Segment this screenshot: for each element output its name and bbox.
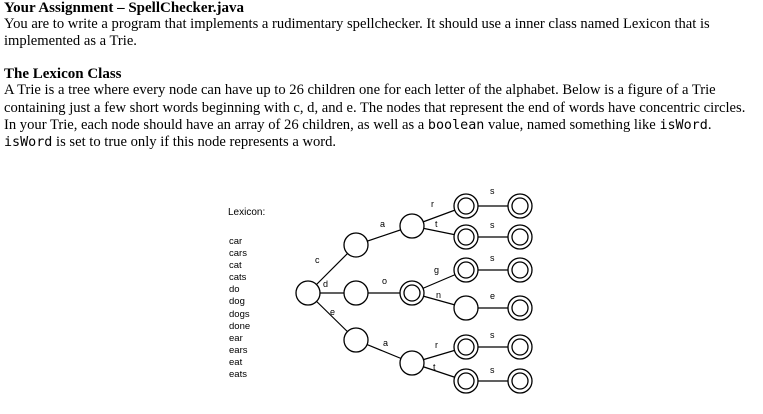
list-item: cat bbox=[229, 260, 242, 272]
letter-car-s: s bbox=[490, 186, 495, 196]
letter-e-a: a bbox=[383, 338, 389, 348]
list-item: cats bbox=[229, 272, 247, 284]
node-ears-inner bbox=[512, 339, 528, 355]
list-item: ear bbox=[229, 332, 243, 344]
letter-d-o: o bbox=[382, 276, 388, 286]
lexicon-section-title: The Lexicon Class bbox=[4, 66, 122, 83]
letter-do-n: n bbox=[436, 290, 442, 300]
intro-line-2: implemented as a Trie. bbox=[4, 33, 137, 50]
node-cat-inner bbox=[458, 229, 474, 245]
node-c bbox=[344, 233, 368, 257]
list-item: cars bbox=[229, 248, 247, 260]
lexicon-line-4 bbox=[4, 134, 761, 151]
assignment-document bbox=[4, 0, 761, 151]
node-dog-inner bbox=[458, 262, 474, 278]
node-dogs-inner bbox=[512, 262, 528, 278]
lexicon-line-2: containing just a few short words beginning with c, d, and e. The nodes that represent the end of words have concentric circles. bbox=[4, 99, 746, 116]
node-root bbox=[296, 281, 320, 305]
lexicon-word-list bbox=[229, 236, 250, 381]
letter-ea-t: t bbox=[433, 362, 436, 372]
letter-eat-s: s bbox=[490, 365, 495, 375]
list-item: dogs bbox=[229, 308, 250, 320]
node-e bbox=[344, 328, 368, 352]
letter-dog-s: s bbox=[490, 253, 495, 263]
node-ea bbox=[400, 351, 424, 375]
node-car-inner bbox=[458, 198, 474, 214]
list-item: do bbox=[229, 284, 240, 296]
letter-c-a: a bbox=[380, 219, 386, 229]
node-cats-inner bbox=[512, 229, 528, 245]
letter-ca-r: r bbox=[431, 199, 434, 209]
list-item: car bbox=[229, 236, 243, 247]
isword-code: isWord bbox=[659, 117, 708, 133]
node-d bbox=[344, 281, 368, 305]
node-ca bbox=[400, 214, 424, 238]
node-eats-inner bbox=[512, 373, 528, 389]
trie-diagram bbox=[220, 183, 550, 411]
list-item: eats bbox=[229, 369, 247, 381]
letter-root-d: d bbox=[323, 279, 329, 289]
letter-root-e: e bbox=[330, 307, 336, 317]
lexicon-line-1: A Trie is a tree where every node can have up to 26 children one for each letter of the alphabet. Below is a figure of a Trie bbox=[4, 82, 716, 99]
lexicon-line-3-middle: value, named something like bbox=[484, 116, 660, 133]
lexicon-line-4-end: is set to true only if this node represents a word. bbox=[52, 134, 337, 151]
intro-line-1: You are to write a program that implements a rudimentary spellchecker. It should use a inner class named Lexicon that is bbox=[4, 16, 710, 32]
node-eat-inner bbox=[458, 373, 474, 389]
lexicon-line-3 bbox=[4, 117, 761, 134]
node-do-inner bbox=[404, 285, 420, 301]
list-item: eat bbox=[229, 356, 243, 368]
node-ear-inner bbox=[458, 339, 474, 355]
letter-cat-s: s bbox=[490, 220, 495, 230]
assignment-title: Your Assignment – SpellChecker.java bbox=[4, 0, 245, 16]
node-don bbox=[454, 296, 478, 320]
trie-figure bbox=[220, 183, 550, 411]
section-gap bbox=[4, 50, 761, 66]
lexicon-line-3-start: In your Trie, each node should have an array of 26 children, as well as a bbox=[4, 116, 428, 133]
list-item: dog bbox=[229, 296, 245, 308]
node-cars-inner bbox=[512, 198, 528, 214]
lexicon-line-3-end: . bbox=[707, 116, 712, 133]
node-done-inner bbox=[512, 300, 528, 316]
letter-ea-r: r bbox=[435, 340, 438, 350]
list-item: ears bbox=[229, 344, 248, 356]
boolean-code: boolean bbox=[427, 117, 485, 133]
letter-do-g: g bbox=[434, 265, 440, 275]
letter-don-e: e bbox=[490, 291, 496, 301]
list-item: done bbox=[229, 320, 251, 332]
lexicon-figure-heading: Lexicon: bbox=[228, 207, 266, 218]
isword-code-2: isWord bbox=[4, 135, 53, 151]
letter-ear-s: s bbox=[490, 330, 495, 340]
letter-root-c: c bbox=[315, 255, 320, 265]
letter-ca-t: t bbox=[435, 219, 438, 229]
